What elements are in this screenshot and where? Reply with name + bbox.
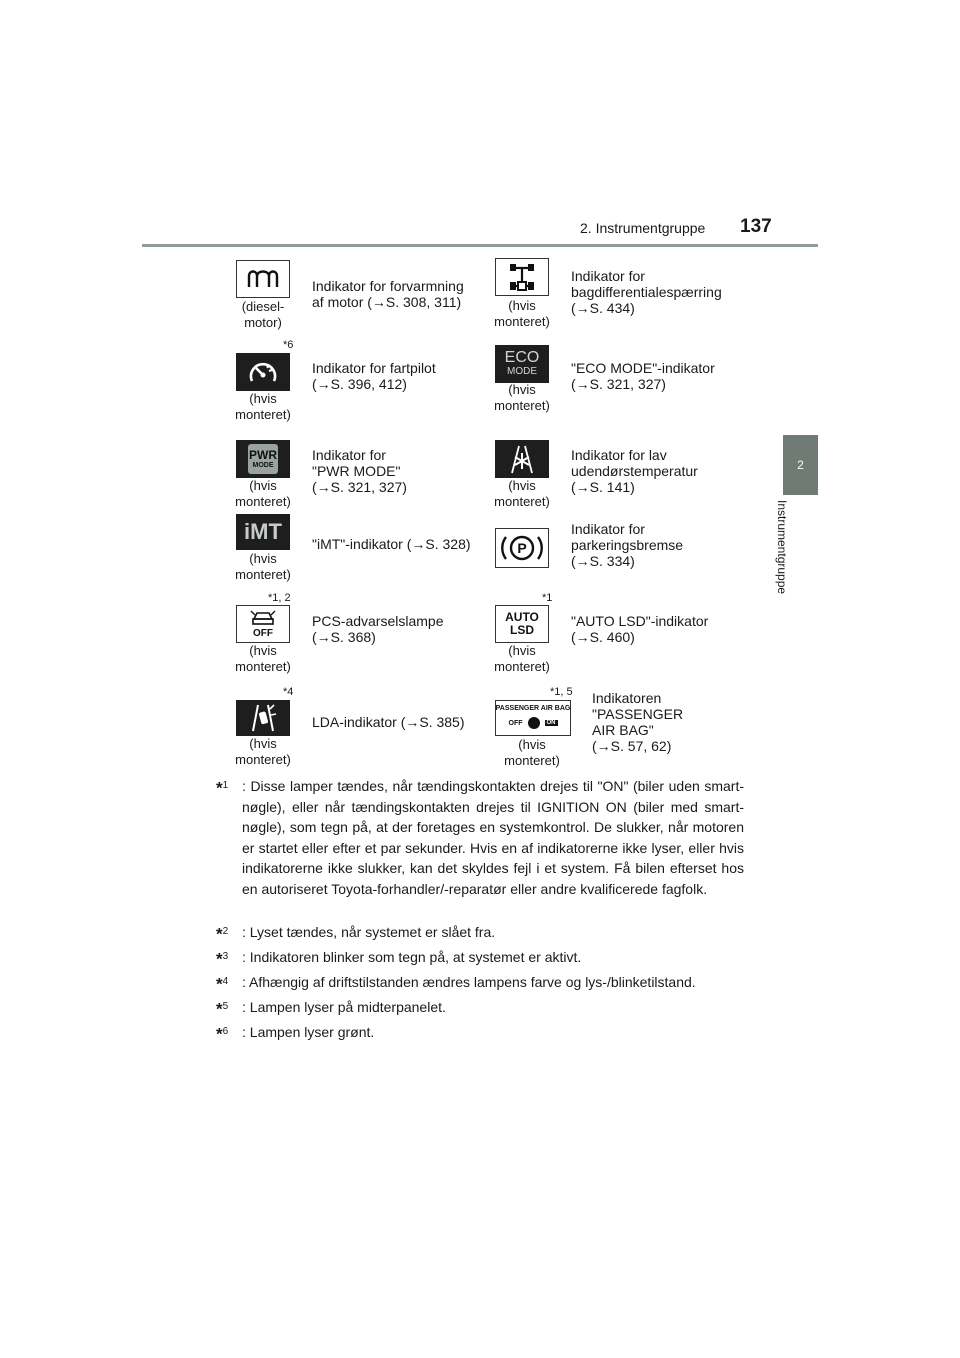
rear-diff-label: Indikator for bagdifferentialespærring (→S. 434) (571, 268, 722, 316)
page-number: 137 (740, 216, 772, 237)
lda-footnote-ref: *4 (283, 686, 294, 698)
chapter-label-text: Instrumentgruppe (775, 500, 789, 595)
preheat-icon (236, 260, 290, 298)
imt-icon (236, 514, 290, 550)
cruise-label: Indikator for fartpilot (→S. 396, 412) (312, 360, 436, 392)
auto-lsd-icon (495, 605, 549, 643)
footnote-text: : Afhængig af driftstilstanden ændres lampens farve og lys-/blinketilstand. (242, 974, 696, 990)
imt-caption: (hvis monteret) (235, 551, 291, 582)
eco-icon-subtext: MODE (507, 366, 537, 377)
pwr-caption: (hvis monteret) (235, 478, 291, 509)
pwr-icon-text: PWR (249, 447, 277, 462)
footnote-1 (216, 776, 744, 899)
passenger-airbag-icon (495, 700, 571, 736)
low-temp-icon (495, 440, 549, 478)
footnote-text: : Indikatoren blinker som tegn på, at systemet er aktivt. (242, 949, 582, 965)
section-title: 2. Instrumentgruppe (580, 220, 706, 236)
preheat-label: Indikator for forvarmning af motor (→S. 308, 311) (312, 278, 464, 310)
airbag-caption: (hvis monteret) (504, 737, 560, 768)
pcs-footnote-ref: *1, 2 (268, 592, 291, 604)
header-rule (142, 244, 818, 247)
lda-label: LDA-indikator (→S. 385) (312, 714, 465, 730)
footnote-marker: *$^1$ (216, 778, 229, 798)
eco-icon-text: ECO (504, 349, 540, 366)
auto-lsd-footnote-ref: *1 (542, 592, 553, 604)
parking-brake-icon-text: P (517, 540, 527, 556)
pwr-label: Indikator for "PWR MODE" (→S. 321, 327) (312, 447, 407, 495)
footnote-text: : Lampen lyser grønt. (242, 1024, 375, 1040)
airbag-icon-title: PASSENGER AIR BAG (495, 705, 571, 712)
footnote-marker: *$^4$ (216, 974, 229, 994)
footnote-text: : Disse lamper tændes, når tændingskontakten drejes til "ON" (biler uden smart-nøgle), eller når tændingskontakten drejes til IGNITION ON (biler med smart-nøgle), som tegn på, at der foretages en systemkontrol. De slukker, når motoren er startet eller efter et par sekunder. Hvis en af indikatorerne ikke lyser, eller hvis indikatorerne ikke slukker, kan det skyldes fejl i et system. Få bilen efterset hos en autoriseret Toyota-forhandler/-reparatør eller andre kvalificerede fagfolk. (242, 778, 744, 897)
pwr-mode-icon (236, 440, 290, 478)
footnote-marker: *$^5$ (216, 999, 229, 1019)
low-temp-label: Indikator for lav udendørstemperatur (→S. 141) (571, 447, 698, 495)
cruise-control-icon (236, 353, 290, 391)
footnote-3 (216, 947, 744, 968)
rear-diff-lock-icon (495, 258, 549, 296)
pcs-caption: (hvis monteret) (235, 643, 291, 674)
airbag-off-text: OFF (508, 719, 523, 727)
preheat-caption: (diesel- motor) (241, 299, 285, 330)
eco-caption: (hvis monteret) (494, 382, 550, 413)
footnote-marker: *$^3$ (216, 949, 229, 969)
footnote-text: : Lampen lyser på midterpanelet. (242, 999, 446, 1015)
pwr-icon-subtext: MODE (252, 461, 274, 469)
cruise-caption: (hvis monteret) (235, 391, 291, 422)
rear-diff-caption: (hvis monteret) (494, 298, 550, 329)
chapter-tab: 2 (783, 435, 818, 495)
lda-caption: (hvis monteret) (235, 736, 291, 767)
auto-lsd-label: "AUTO LSD"-indikator (→S. 460) (571, 613, 709, 645)
lda-icon (236, 700, 290, 736)
eco-label: "ECO MODE"-indikator (→S. 321, 327) (571, 360, 715, 392)
imt-label: "iMT"-indikator (→S. 328) (312, 536, 471, 552)
footnote-marker: *$^6$ (216, 1024, 229, 1044)
footnote-marker: *$^2$ (216, 924, 229, 944)
footnote-5 (216, 997, 744, 1018)
pcs-label: PCS-advarselslampe (→S. 368) (312, 613, 444, 645)
pcs-off-icon (236, 605, 290, 643)
footnote-6 (216, 1022, 744, 1043)
chapter-label (775, 500, 806, 616)
airbag-on-text: ON (546, 720, 556, 726)
pcs-icon-text: OFF (253, 628, 273, 639)
imt-icon-text: iMT (244, 519, 282, 544)
footnote-4 (216, 972, 744, 993)
airbag-person-icon (528, 717, 540, 729)
low-temp-caption: (hvis monteret) (494, 478, 550, 509)
cruise-footnote-ref: *6 (283, 339, 294, 351)
parking-brake-icon (495, 528, 549, 568)
airbag-label: Indikatoren "PASSENGER AIR BAG" (→S. 57, 62) (592, 690, 684, 754)
airbag-footnote-ref: *1, 5 (550, 686, 573, 698)
footnote-text: : Lyset tændes, når systemet er slået fra. (242, 924, 496, 940)
footnote-2 (216, 922, 744, 943)
eco-mode-icon (495, 345, 549, 383)
auto-lsd-icon-text: AUTO (505, 610, 539, 624)
parking-brake-label: Indikator for parkeringsbremse (→S. 334) (571, 521, 684, 569)
auto-lsd-icon-subtext: LSD (510, 623, 534, 637)
auto-lsd-caption: (hvis monteret) (494, 643, 550, 674)
